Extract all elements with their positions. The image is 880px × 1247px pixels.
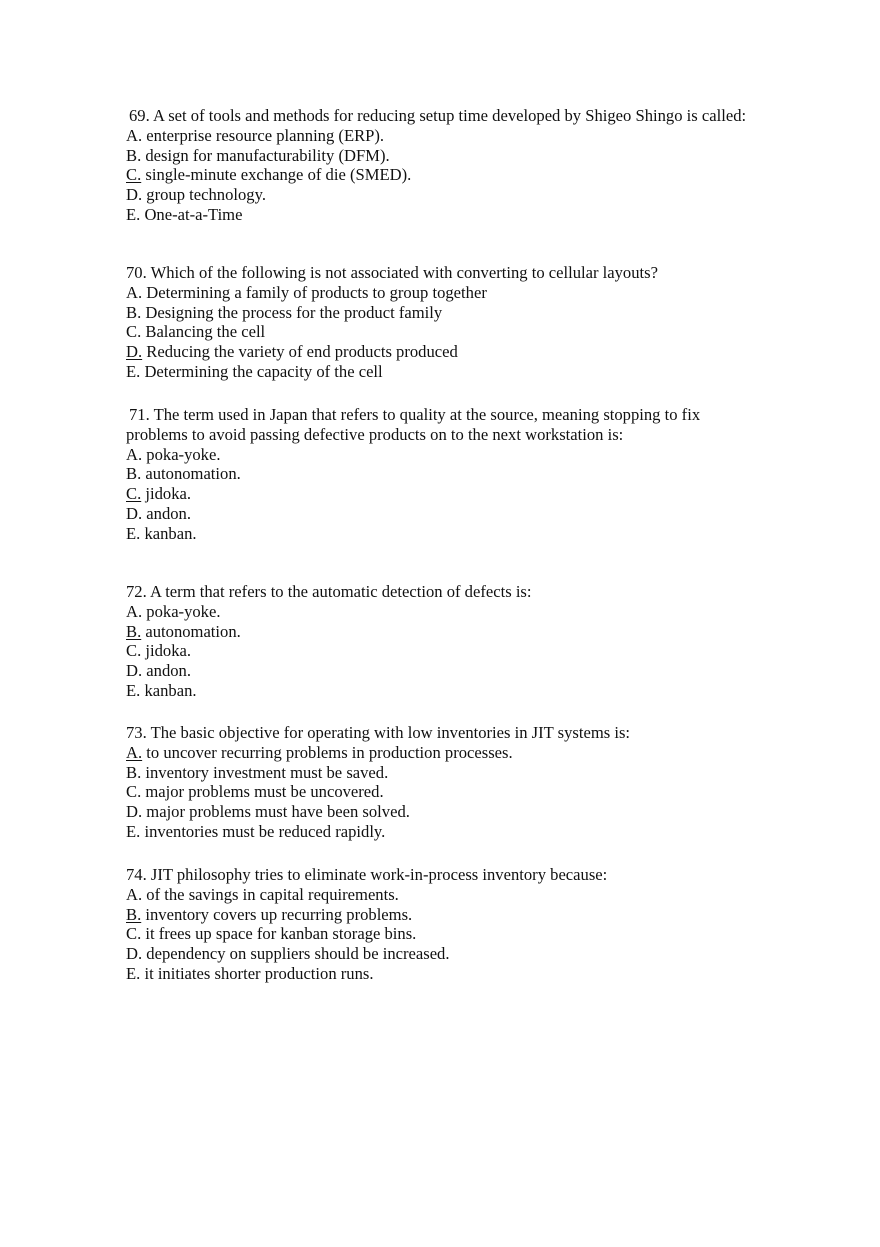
option-e [126,822,826,842]
option-e [126,362,826,382]
option-a [126,885,826,905]
option-text: major problems must have been solved. [146,802,410,822]
option-b [126,905,826,925]
option-text: kanban. [144,523,197,543]
option-letter: C. [126,924,142,944]
question-73 [126,723,826,842]
option-text: inventory covers up recurring problems. [145,904,413,924]
option-text: Designing the process for the product family [145,302,443,322]
question-stem: 69. A set of tools and methods for reducing setup time developed by Shigeo Shingo is called: [129,106,747,125]
option-e [126,205,826,225]
option-text: inventory investment must be saved. [145,762,389,782]
option-letter: A. [126,282,143,302]
answer-letter: D. [126,342,143,362]
question-stem: 74. JIT philosophy tries to eliminate work-in-process inventory because: [126,865,608,884]
option-letter: E. [126,821,141,841]
option-d [126,802,826,822]
option-text: poka-yoke. [146,444,221,464]
answer-letter: C. [126,165,142,185]
option-d [126,342,826,362]
option-letter: D. [126,944,143,964]
option-letter: C. [126,641,142,661]
option-text: design for manufacturability (DFM). [145,145,390,165]
option-text: Determining a family of products to group together [146,282,487,302]
option-text: major problems must be uncovered. [145,782,384,802]
option-text: kanban. [144,680,197,700]
option-text: jidoka. [145,641,191,661]
question-stem: 73. The basic objective for operating with low inventories in JIT systems is: [126,723,631,742]
option-a [126,126,826,146]
answer-letter: C. [126,484,142,504]
option-text: it frees up space for kanban storage bins. [145,924,417,944]
option-a [126,283,826,303]
option-text: poka-yoke. [146,601,221,621]
option-d [126,504,826,524]
option-letter: C. [126,782,142,802]
question-69 [126,106,826,225]
option-text: jidoka. [145,484,191,504]
option-letter: B. [126,302,142,322]
option-letter: D. [126,661,143,681]
option-letter: D. [126,802,143,822]
option-b [126,464,826,484]
option-text: dependency on suppliers should be increased. [146,944,450,964]
option-letter: D. [126,503,143,523]
question-stem-continued: problems to avoid passing defective products on to the next workstation is: [126,424,624,444]
option-letter: E. [126,523,141,543]
option-b [126,622,826,642]
option-text: andon. [146,661,191,681]
question-71 [126,405,826,544]
answer-letter: A. [126,742,143,762]
answer-letter: B. [126,621,142,641]
option-letter: A. [126,125,143,145]
option-a [126,743,826,763]
option-letter: B. [126,145,142,165]
option-text: autonomation. [145,464,241,484]
option-e [126,964,826,984]
option-text: andon. [146,503,191,523]
option-e [126,681,826,701]
question-70 [126,263,826,382]
option-c [126,484,826,504]
option-text: group technology. [146,185,266,205]
option-c [126,165,826,185]
option-letter: E. [126,680,141,700]
option-b [126,763,826,783]
option-text: to uncover recurring problems in production processes. [146,742,513,762]
question-72 [126,582,826,701]
option-c [126,924,826,944]
option-text: autonomation. [145,621,241,641]
question-74 [126,865,826,984]
option-letter: A. [126,444,143,464]
option-text: enterprise resource planning (ERP). [146,125,385,145]
answer-letter: B. [126,904,142,924]
option-e [126,524,826,544]
option-letter: E. [126,963,141,983]
option-d [126,185,826,205]
option-letter: B. [126,464,142,484]
option-letter: A. [126,884,143,904]
option-letter: E. [126,361,141,381]
option-text: Balancing the cell [145,322,266,342]
option-text: Determining the capacity of the cell [144,361,383,381]
option-c [126,641,826,661]
option-c [126,322,826,342]
option-b [126,146,826,166]
question-stem: 71. The term used in Japan that refers to quality at the source, meaning stopping to fix [129,405,701,424]
option-letter: C. [126,322,142,342]
question-stem: 70. Which of the following is not associated with converting to cellular layouts? [126,263,658,282]
option-letter: E. [126,204,141,224]
option-text: it initiates shorter production runs. [144,963,374,983]
option-a [126,602,826,622]
option-text: inventories must be reduced rapidly. [144,821,386,841]
option-b [126,303,826,323]
option-text: Reducing the variety of end products produced [146,342,458,362]
option-d [126,944,826,964]
option-letter: D. [126,185,143,205]
option-text: One-at-a-Time [144,204,243,224]
option-letter: A. [126,601,143,621]
option-text: single-minute exchange of die (SMED). [145,165,412,185]
option-letter: B. [126,762,142,782]
option-a [126,445,826,465]
question-stem: 72. A term that refers to the automatic detection of defects is: [126,582,532,601]
option-c [126,782,826,802]
option-d [126,661,826,681]
option-text: of the savings in capital requirements. [146,884,399,904]
